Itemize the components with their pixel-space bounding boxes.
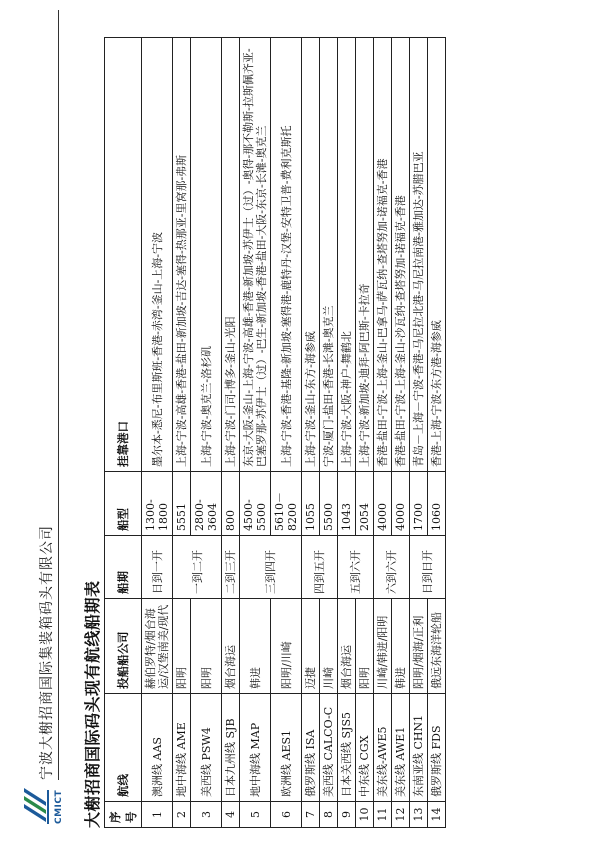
cell-no: 7 bbox=[302, 802, 320, 828]
cell-ports: 上海-宁波-奥克兰-洛杉矶 bbox=[191, 38, 222, 472]
cell-vessel-size: 5500 bbox=[320, 472, 338, 536]
cell-route: 中东线 CGX bbox=[356, 694, 374, 802]
cell-route: 日本关西线 SJS5 bbox=[338, 694, 356, 802]
cell-vessel-size: 1060 bbox=[428, 472, 446, 536]
cell-ports: 香港-盐田-宁波-上海-釜山-沙瓦纳-查塔努加-诺福克-香港 bbox=[392, 38, 410, 472]
table-row bbox=[374, 38, 392, 828]
header-divider bbox=[58, 10, 59, 780]
company-logo bbox=[18, 788, 52, 826]
cell-route: 欧洲线 AES1 bbox=[271, 694, 302, 802]
table-row bbox=[142, 38, 173, 828]
table-row bbox=[320, 38, 338, 828]
logo-text: CMICT bbox=[54, 789, 64, 824]
cell-no: 2 bbox=[173, 802, 191, 828]
cell-vessel-size: 1700 bbox=[410, 472, 428, 536]
cell-carriers: 韩进 bbox=[392, 599, 410, 694]
cell-vessel-size: 5610－8200 bbox=[271, 472, 302, 536]
cell-route: 俄罗斯线 ISA bbox=[302, 694, 320, 802]
cell-ports: 香港-盐田-宁波-上海-釜山-巴拿马-萨瓦纳-查塔努加-诺福克-香港 bbox=[374, 38, 392, 472]
cell-vessel-size: 4500-5500 bbox=[240, 472, 271, 536]
cell-route: 东南亚线 CHN1 bbox=[410, 694, 428, 802]
cell-carriers: 烟台海运 bbox=[338, 599, 356, 694]
cell-carriers: 赫伯罗特/烟台海运/汉堡南美/现代 bbox=[142, 599, 173, 694]
cell-carriers: 阳明 bbox=[173, 599, 191, 694]
cell-ports: 宁波-厦门-盐田-香港-长滩-奥克兰 bbox=[320, 38, 338, 472]
table-row bbox=[271, 38, 302, 828]
cell-ports: 上海-宁波-釜山-东方-海参威 bbox=[302, 38, 320, 472]
cell-no: 4 bbox=[222, 802, 240, 828]
cell-no: 10 bbox=[356, 802, 374, 828]
table-row bbox=[428, 38, 446, 828]
cell-ports: 香港-上海-宁波-东方港-海参威 bbox=[428, 38, 446, 472]
cell-carriers: 迈捷 bbox=[302, 599, 320, 694]
cell-ports: 东京-大阪-釜山-上海-宁波-高雄-香港-新加坡-苏伊士（过）-奥得-那不勒斯-拉斯佩齐亚-巴塞罗那-苏伊士（过）-巴生-新加坡-香港-盐田-大阪-东京-长滩-奥克兰 bbox=[240, 38, 271, 472]
cell-carriers: 阳明/川崎 bbox=[271, 599, 302, 694]
cell-no: 12 bbox=[392, 802, 410, 828]
cell-ports: 上海-宁波-门司-博多-釜山-光阳 bbox=[222, 38, 240, 472]
cell-route: 地中海线 AME bbox=[173, 694, 191, 802]
cell-carriers: 川崎 bbox=[320, 599, 338, 694]
cell-ports: 青岛－上海－宁波-香港-马尼拉北港-马尼拉南港-雅加达-苏腊巴亚 bbox=[410, 38, 428, 472]
column-header-route: 航线 bbox=[105, 694, 142, 802]
cell-carriers: 俄远东海洋轮船 bbox=[428, 599, 446, 694]
table-row bbox=[338, 38, 356, 828]
cell-vessel-size: 2054 bbox=[356, 472, 374, 536]
schedule-table bbox=[104, 37, 446, 828]
page-title: 大榭招商国际码头现有航线船期表 bbox=[83, 580, 102, 828]
cell-no: 8 bbox=[320, 802, 338, 828]
cell-schedule: 日到一开 bbox=[142, 536, 173, 599]
cell-route: 地中海线 MAP bbox=[240, 694, 271, 802]
cell-no: 13 bbox=[410, 802, 428, 828]
cell-route: 美西线 PSW4 bbox=[191, 694, 222, 802]
cell-no: 14 bbox=[428, 802, 446, 828]
cell-vessel-size: 2800-3604 bbox=[191, 472, 222, 536]
cell-schedule: 三到四开 bbox=[240, 536, 302, 599]
cell-ports: 上海-宁波-大阪-神户-舞鹤北 bbox=[338, 38, 356, 472]
company-name: 宁波大榭招商国际集装箱码头有限公司 bbox=[39, 525, 55, 780]
cell-schedule: 四到五开 bbox=[302, 536, 338, 599]
cell-route: 俄罗斯线 FDS bbox=[428, 694, 446, 802]
cell-route: 澳洲线 AAS bbox=[142, 694, 173, 802]
cell-no: 9 bbox=[338, 802, 356, 828]
cell-vessel-size: 4000 bbox=[392, 472, 410, 536]
cell-route: 美东线 AWE1 bbox=[392, 694, 410, 802]
cell-no: 11 bbox=[374, 802, 392, 828]
cell-carriers: 阳明 bbox=[191, 599, 222, 694]
table-row bbox=[410, 38, 428, 828]
table-row bbox=[222, 38, 240, 828]
table-row bbox=[240, 38, 271, 828]
cell-vessel-size: 1055 bbox=[302, 472, 320, 536]
cell-ports: 上海-宁波-香港-基隆-新加坡-塞得港-鹿特丹-汉堡-安特卫普-费利克斯托 bbox=[271, 38, 302, 472]
cell-vessel-size: 5551 bbox=[173, 472, 191, 536]
cell-carriers: 阳明/烟海/正利 bbox=[410, 599, 428, 694]
cell-carriers: 川崎/韩进/阳明 bbox=[374, 599, 392, 694]
cell-carriers: 阳明 bbox=[356, 599, 374, 694]
table-row bbox=[173, 38, 191, 828]
cell-carriers: 韩进 bbox=[240, 599, 271, 694]
cell-vessel-size: 1300-1800 bbox=[142, 472, 173, 536]
cell-schedule: 五到六开 bbox=[338, 536, 374, 599]
cell-vessel-size: 4000 bbox=[374, 472, 392, 536]
cell-schedule: 二到三开 bbox=[222, 536, 240, 599]
cell-schedule: 日到日开 bbox=[410, 536, 446, 599]
cell-route: 美西线 CALCO-C bbox=[320, 694, 338, 802]
cell-ports: 墨尔本-悉尼-布里斯班-香港-赤湾-釜山-上海-宁波 bbox=[142, 38, 173, 472]
table-row bbox=[356, 38, 374, 828]
cell-route: 日本九州线 SJB bbox=[222, 694, 240, 802]
column-header-carriers: 投船船公司 bbox=[105, 599, 142, 694]
cell-ports: 上海-宁波-新加坡-迪拜-阿巴斯-卡拉奇 bbox=[356, 38, 374, 472]
cell-no: 6 bbox=[271, 802, 302, 828]
table-row bbox=[392, 38, 410, 828]
cell-vessel-size: 1043 bbox=[338, 472, 356, 536]
cell-no: 3 bbox=[191, 802, 222, 828]
table-row bbox=[302, 38, 320, 828]
cell-schedule: 一到二开 bbox=[173, 536, 222, 599]
column-header-no: 序号 bbox=[105, 802, 142, 828]
cell-carriers: 烟台海运 bbox=[222, 599, 240, 694]
column-header-schedule: 船期 bbox=[105, 536, 142, 599]
cell-ports: 上海-宁波-高雄-香港-盐田-新加坡-吉达-塞得-热那亚-里窝那-弗斯 bbox=[173, 38, 191, 472]
column-header-ports: 挂靠港口 bbox=[105, 38, 142, 472]
cell-schedule: 六到六开 bbox=[374, 536, 410, 599]
table-header-row bbox=[105, 38, 142, 828]
cell-no: 1 bbox=[142, 802, 173, 828]
table-row bbox=[191, 38, 222, 828]
column-header-vessel-size: 船型 bbox=[105, 472, 142, 536]
cell-vessel-size: 800 bbox=[222, 472, 240, 536]
cell-route: 美东线-AWE5 bbox=[374, 694, 392, 802]
cell-no: 5 bbox=[240, 802, 271, 828]
